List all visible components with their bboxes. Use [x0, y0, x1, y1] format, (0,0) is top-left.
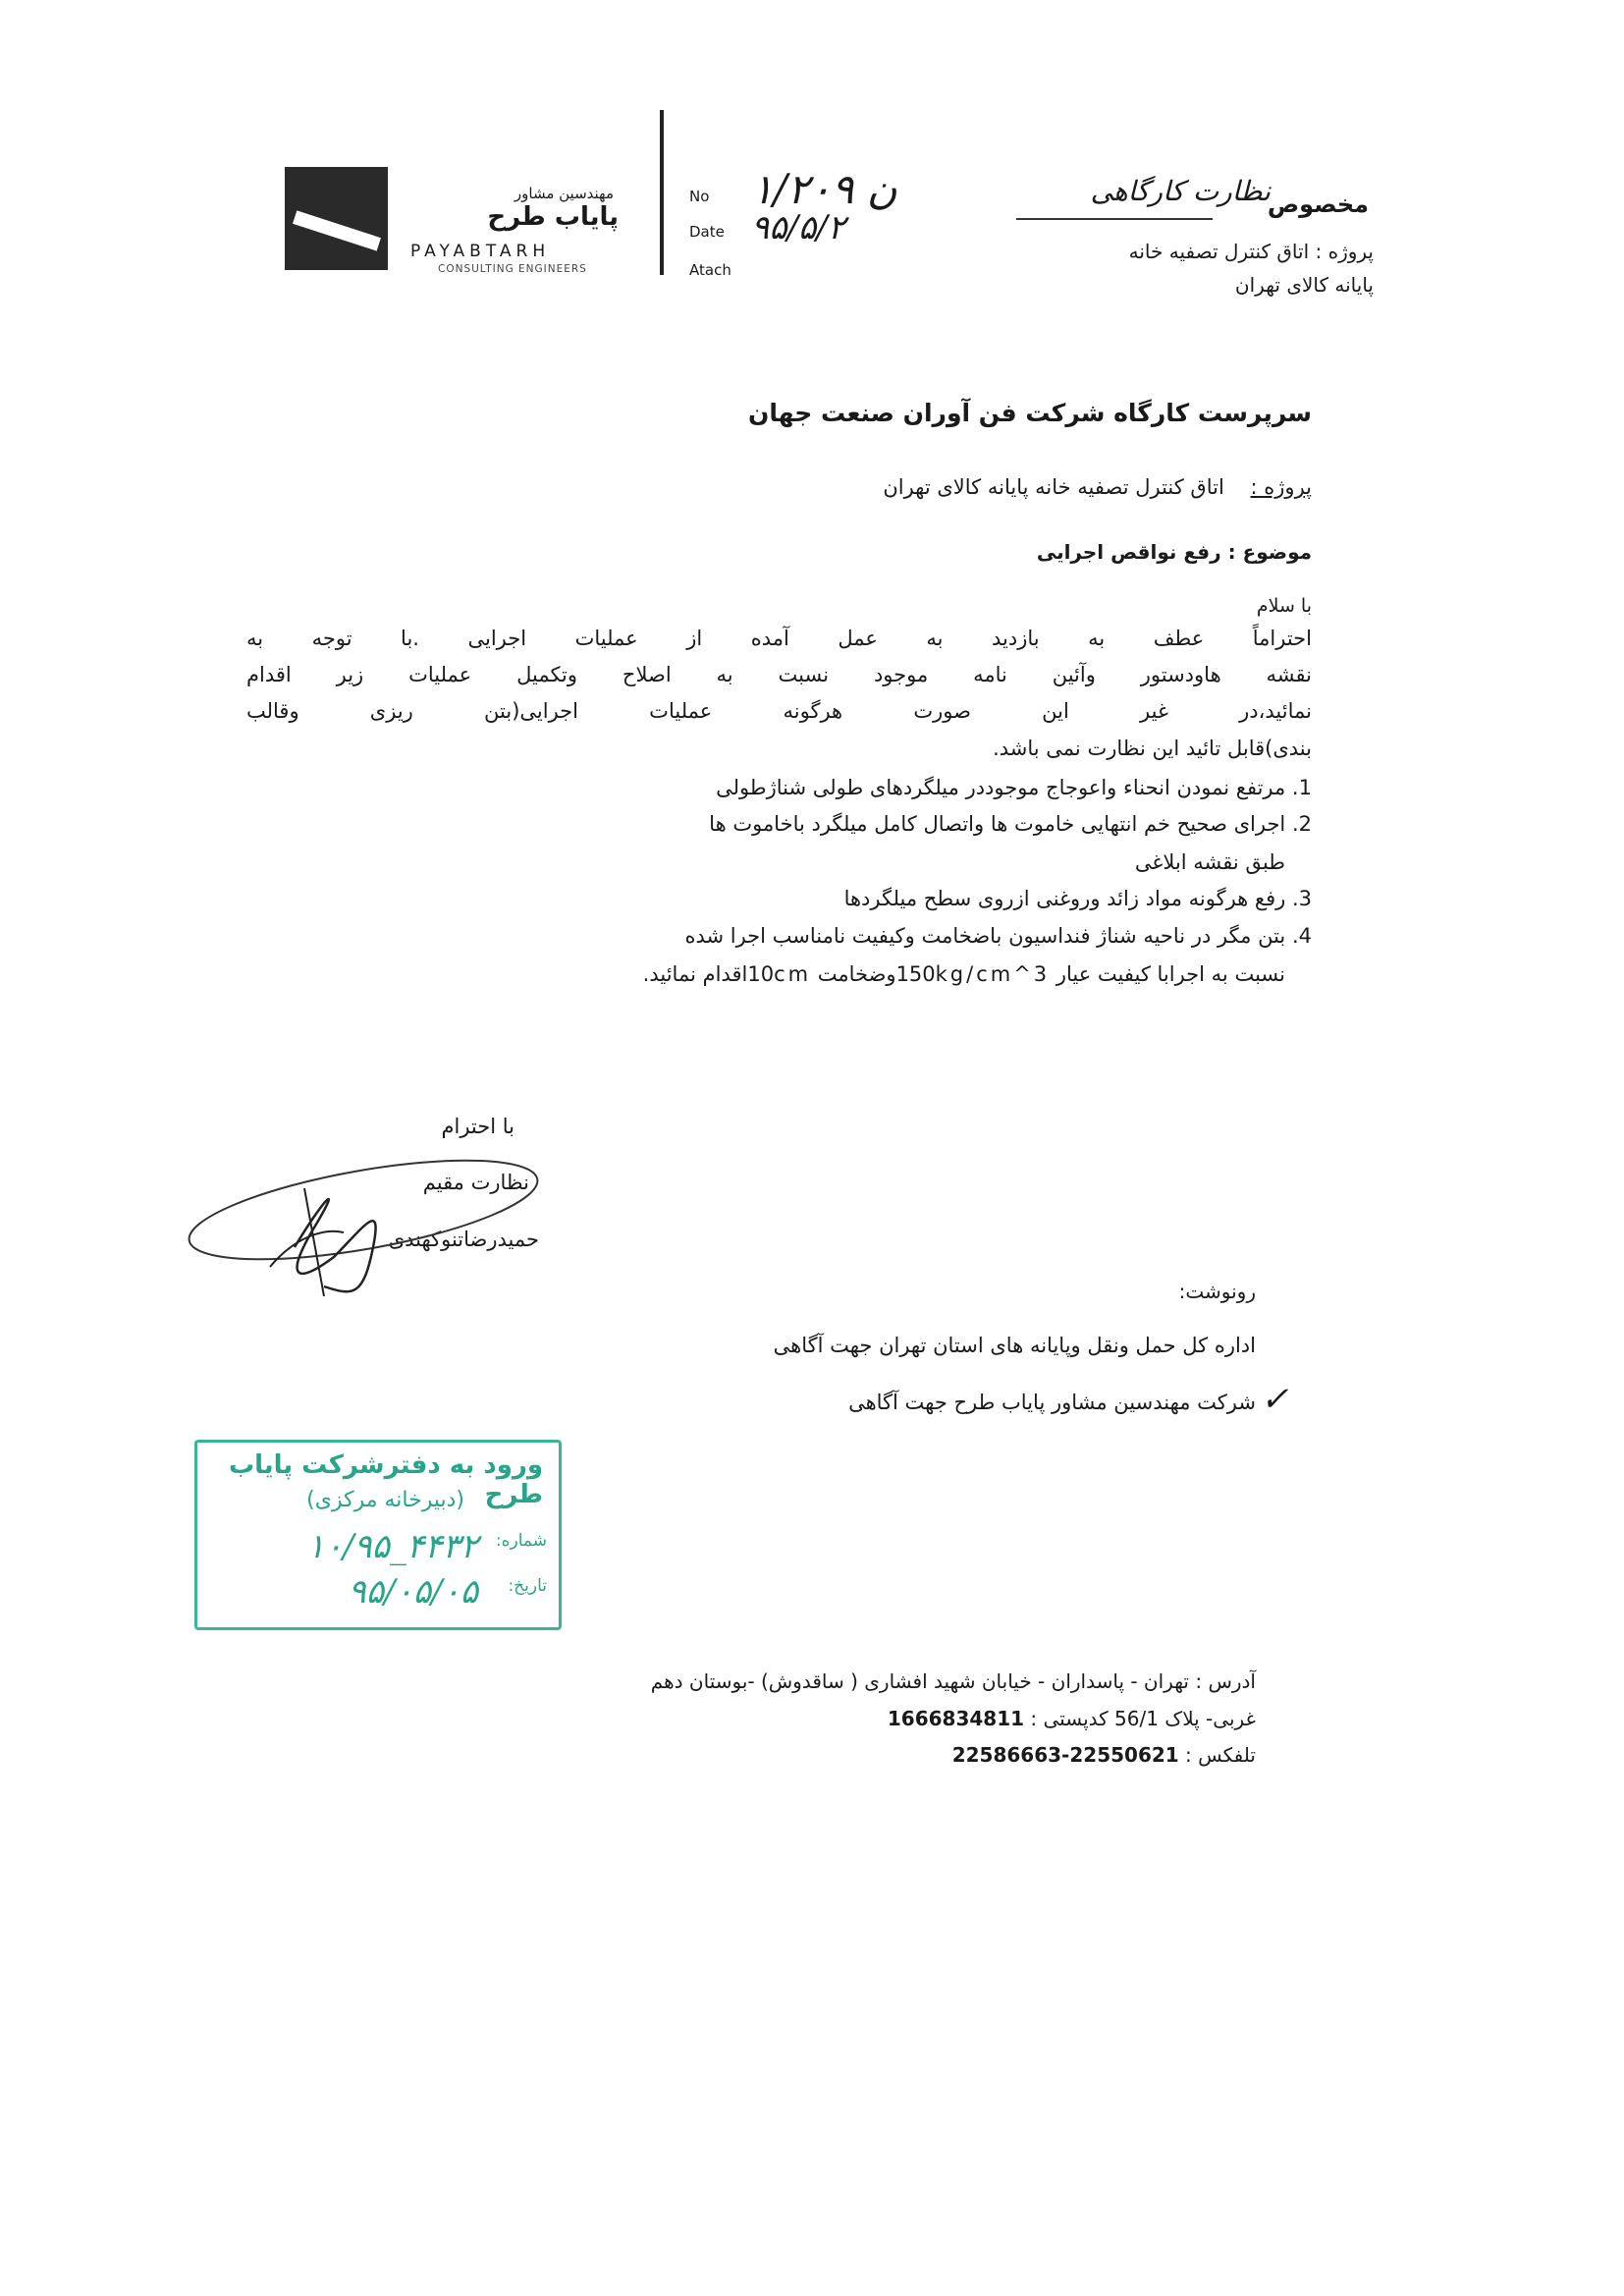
logo-subtitle-fa: مهندسین مشاور: [514, 185, 614, 202]
address-line: آدرس : تهران - پاسداران - خیابان شهید افشاری ( ساقدوش) -بوستان دهم: [650, 1669, 1256, 1693]
list-item: 2. اجرای صحیح خم انتهایی خاموت ها واتصال کامل میلگرد باخاموت ها: [709, 812, 1312, 836]
header-project-line-2: پایانه کالای تهران: [1234, 273, 1374, 297]
subject: موضوع : رفع نواقص اجرایی: [1036, 540, 1312, 564]
received-stamp: [194, 1440, 562, 1630]
list-item-continuation: نسبت به اجرابا کیفیت عیار 150kg/cm^3وضخامت 10cmاقدام نمائید.: [642, 962, 1285, 986]
list-item: 4. بتن مگر در ناحیه شناژ فنداسیون باضخامت وکیفیت نامناسب اجرا شده: [684, 924, 1312, 948]
stamp-title: ورود به دفترشرکت پایاب طرح: [228, 1450, 543, 1509]
address-telfax: [952, 1743, 1256, 1767]
address-postal: [888, 1707, 1256, 1730]
address-postal-prefix: غربی- پلاک 56/1 کدپستی :: [1024, 1707, 1256, 1730]
stamp-number-value: ۱۰/۹۵_۴۴۳۲: [306, 1527, 478, 1566]
header-project-line-1: پروژه : اتاق کنترل تصفیه خانه: [1128, 240, 1374, 263]
stamp-number-label: شماره:: [495, 1531, 547, 1551]
closing-regards: با احترام: [441, 1115, 514, 1138]
cc-recipient: اداره کل حمل ونقل وپایانه های استان تهران جهت آگاهی: [773, 1334, 1256, 1357]
stamp-date-value: ۹۵/۰۵/۰۵: [348, 1572, 478, 1612]
company-logo-mark: [285, 167, 388, 270]
paragraph-line: بندی)قابل تائید این نظارت نمی باشد.: [993, 737, 1312, 760]
telfax-number: 22550621-22586663: [951, 1743, 1179, 1767]
greeting: با سلام: [1256, 595, 1312, 617]
list-item: 1. مرتفع نمودن انحناء واعوجاج موجوددر میلگردهای طولی شناژطولی: [716, 776, 1312, 799]
logo-subtitle-en: CONSULTING ENGINEERS: [438, 263, 587, 275]
cc-label: رونوشت:: [1178, 1280, 1256, 1303]
handwritten-signature: [177, 1139, 569, 1306]
stamp-subtitle: (دبیرخانه مرکزی): [306, 1488, 464, 1512]
paragraph-line: احتراماً عطف به بازدید به عمل آمده از عملیات اجرایی .با توجه به: [246, 627, 1312, 650]
letter-number-value: ۱/ن ۲۰۹: [751, 165, 897, 213]
stamp-date-label: تاریخ:: [508, 1576, 547, 1596]
attachment-label: Atach: [689, 261, 731, 279]
logo-name-en: PAYABTARH: [410, 242, 551, 261]
recipient: سرپرست کارگاه شرکت فن آوران صنعت جهان: [748, 399, 1312, 427]
header-divider: [660, 110, 664, 275]
paragraph-line: نقشه هاودستور وآئین نامه موجود نسبت به اصلاح وتکمیل عملیات زیر اقدام: [246, 663, 1312, 686]
letter-date-value: ۹۵/۵/۲: [751, 208, 845, 247]
special-underline: [1016, 218, 1213, 220]
letter-number-label: No: [689, 188, 710, 205]
project-value: اتاق کنترل تصفیه خانه پایانه کالای تهران: [883, 475, 1224, 499]
signer-title: نظارت مقیم: [422, 1171, 529, 1194]
project-label: پروژه :: [1250, 475, 1312, 499]
telfax-prefix: تلفکس :: [1178, 1743, 1256, 1767]
list-item-continuation: طبق نقشه ابلاغی: [1134, 850, 1285, 874]
project-line: [883, 475, 1312, 499]
postal-code: 1666834811: [887, 1707, 1025, 1730]
special-label: مخصوص: [1267, 191, 1369, 218]
letter-date-label: Date: [689, 223, 725, 241]
list-item: 3. رفع هرگونه مواد زائد وروغنی ازروی سطح میلگردها: [843, 887, 1312, 910]
cc-recipient: شرکت مهندسین مشاور پایاب طرح جهت آگاهی: [848, 1391, 1256, 1414]
checkmark-icon: ✓: [1261, 1380, 1289, 1419]
signer-name: حمیدرضاتنوکهندی: [388, 1228, 539, 1251]
special-handwritten: نظارت کارگاهی: [1090, 175, 1271, 207]
logo-name-fa: پایاب طرح: [487, 202, 619, 232]
paragraph-line: نمائید،در غیر این صورت هرگونه عملیات اجرایی(بتن ریزی وقالب: [246, 699, 1312, 723]
